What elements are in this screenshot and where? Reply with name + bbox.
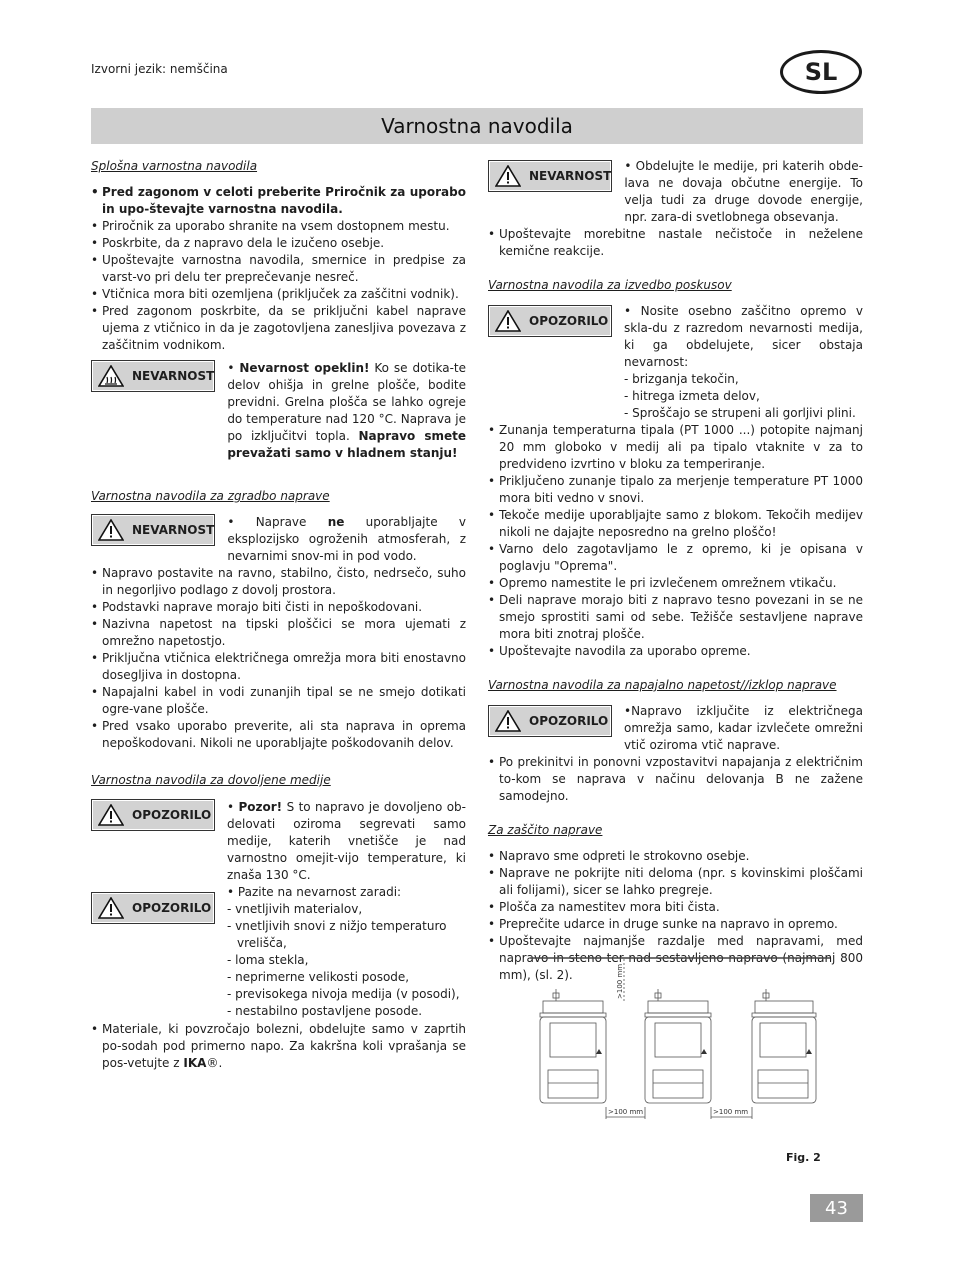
device-drawing [540,989,606,1103]
explosion-warning-post: uporabljajte v eksplozijsko ogroženih atmosferah, z nevarnimi snov-mi in pod vodo. [227,515,466,563]
list-item: • Tekoče medije uporabljajte samo z blokom. Tekočih medijev nikoli ne dajajte neposredno na grelno ploščo! [488,507,863,541]
caution-badge [91,799,215,831]
caution-badge [488,305,612,337]
hazard-item: - previsokega nivoja medija (v posodi), [227,987,460,1001]
list-item: • Pred zagonom v celoti preberite Priročnik za uporabo in upo-števajte varnostna navodila. [91,184,466,218]
danger-label: NEVARNOST [132,368,215,383]
general-safety-list [91,184,466,354]
hazard-list-warning [91,884,466,1020]
left-column [91,158,466,1072]
danger-badge [488,160,612,192]
danger-label: NEVARNOST [132,522,215,537]
contamination-note [488,226,863,260]
list-item: • Plošča za namestitev mora biti čista. [488,899,863,916]
hazard-item: - Sproščajo se strupeni ali gorljivi plini. [624,406,856,420]
explosion-warning [91,514,466,565]
flashpoint-warning-body: S to napravo je dovoljeno ob-delovati oziroma segrevati samo medije, katerih vnetišče je nad varnostno omejit-vijo temperature, ki znaša 130 °C. [227,800,466,882]
ppe-warning-text [612,303,863,422]
hot-surface-warning-icon [98,365,124,387]
dimension-label-right: >100 mm [713,1108,749,1116]
flashpoint-warning [91,799,466,884]
explosion-warning-emphasis: ne [327,515,345,529]
power-safety-list [488,754,863,805]
list-item: • Upoštevajte morebitne nastale nečistoče in neželene kemične reakcije. [488,226,863,260]
list-item: • Vtičnica mora biti ozemljena (priključek za zaščitni vodnik). [91,286,466,303]
warning-triangle-icon [98,519,124,541]
pathogen-note-text: Materiale, ki povzročajo bolezni, obdelujte samo v zaprtih po-sodah pod primerno napo. Za kakršna koli vprašanja se pos-vetujte z [102,1022,466,1070]
energy-warning [488,158,863,226]
list-item: • Napajalni kabel in vodi zunanjih tipal se ne smejo dotikati ogre-vane plošče. [91,684,466,718]
section-heading-device-protection: Za zaščito naprave [488,823,603,837]
hazard-item: vrelišča, [237,936,287,950]
list-item [91,1021,466,1072]
hazard-item: - brizganja tekočin, [624,372,739,386]
list-item: • Napravo sme odpreti le strokovno osebje. [488,848,863,865]
hazard-item: - vnetljivih snovi z nižjo temperaturo [227,919,447,933]
explosion-warning-pre: Naprave [255,515,328,529]
hazard-intro: • Pazite na nevarnost zaradi: [227,885,402,899]
experiment-safety-list [488,422,863,660]
burn-warning-tail: Napravo smete prevažati samo v hladnem stanju! [227,429,467,460]
section-heading-power: Varnostna navodila za napajalno napetost//izklop naprave [488,678,837,692]
list-item: • Priključeno zunanje tipalo za merjenje temperature PT 1000 mora biti vedno v snovi. [488,473,863,507]
list-item: • Priključna vtičnica električnega omrežja mora biti enostavno dosegljiva in dostopna. [91,650,466,684]
danger-badge [91,360,215,392]
section-heading-experiments: Varnostna navodila za izvedbo poskusov [488,278,732,292]
hazard-list [215,884,466,1020]
section-heading-construction: Varnostna navodila za zgradbo naprave [91,489,330,503]
list-item: • Priročnik za uporabo shranite na vsem dostopnem mestu. [91,218,466,235]
list-item: • Zunanja temperaturna tipala (PT 1000 ...) potopite najmanj 20 mm globoko v medij ali pa tipalo vtaknite v za to predvideno izvrtino v bloku za temperiranje. [488,422,863,473]
ppe-intro: • Nosite osebno zaščitno opremo v skla-du z razredom nevarnosti medija, ki ga obdelujete, sicer obstaja nevarnost: [624,304,863,369]
list-item: • Upoštevajte navodila za uporabo opreme. [488,643,863,660]
list-item: • Opremo namestite le pri izvlečenem omrežnem vtikaču. [488,575,863,592]
device-drawing [645,989,711,1103]
warning-triangle-icon [98,804,124,826]
list-item: • Naprave ne pokrijte niti deloma (npr. s kovinskimi ploščami ali folijami), sicer se lahko pregreje. [488,865,863,899]
ppe-warning [488,303,863,422]
right-column [488,158,863,984]
list-item: • Upoštevajte najmanjše razdalje med napravami, med napravo in steno ter nad sestavljeno napravo (najmanj 800 mm), (sl. 2). [488,933,863,984]
caution-badge [91,892,215,924]
list-item: • Deli naprave morajo biti z napravo tesno povezani in se ne smejo sprostiti sami od sebe. Težišče sestavljene naprave mora biti znotraj plošče. [488,592,863,643]
pathogen-note-end: ®. [206,1056,223,1070]
page-title: Varnostna navodila [91,108,863,144]
list-item: • Podstavki naprave morajo biti čisti in nepoškodovani. [91,599,466,616]
flashpoint-warning-lead: Pozor! [238,800,283,814]
explosion-warning-text: • Naprave ne uporabljajte v eksplozijsko ogroženih atmosferah, z nevarnimi snov-mi in pod vodo. [227,515,466,563]
device-drawing [752,989,816,1103]
caution-label: OPOZORILO [132,807,212,822]
brand-name: IKA [183,1056,207,1070]
mains-warning-text: •Napravo izključite iz električnega omrežja samo, kadar izvlečete omrežni vtič oziroma vtič naprave. [624,704,863,752]
hazard-item: - loma stekla, [227,953,309,967]
source-language-note: Izvorni jezik: nemščina [91,62,228,76]
burn-warning-lead: Nevarnost opeklin! [239,361,370,375]
warning-triangle-icon [495,310,521,332]
dimension-label-left: >100 mm [608,1108,644,1116]
danger-label: NEVARNOST [529,168,612,183]
burn-warning-text: • Nevarnost opeklin! Ko se dotika-te delov ohišja in grelne plošče, bodite previdni. Grelna plošča se lahko ogreje do temperature nad 120 °C. Naprava je po izključitvi topla. Napravo smete prevažati samo v hladnem stanju! [227,361,467,460]
section-heading-media: Varnostna navodila za dovoljene medije [91,773,331,787]
warning-triangle-icon [495,165,521,187]
caution-badge [488,705,612,737]
list-item: • Pred vsako uporabo preverite, ali sta naprava in oprema nepoškodovani. Nikoli ne uporabljajte poškodovanih delov. [91,718,466,752]
construction-safety-list [91,565,466,752]
hazard-item: - neprimerne velikosti posode, [227,970,410,984]
flashpoint-warning-text: • Pozor! S to napravo je dovoljeno ob-delovati oziroma segrevati samo medije, katerih vnetišče je nad varnostno omejit-vijo temperature, ki znaša 130 °C. [227,800,466,882]
list-item: • Preprečite udarce in druge sunke na napravo in opremo. [488,916,863,933]
mains-warning [488,703,863,754]
list-item: • Varno delo zagotavljamo le z opremo, ki je opisana v poglavju "Oprema". [488,541,863,575]
page-number: 43 [810,1194,863,1222]
list-item: • Po prekinitvi in ponovni vzpostavitvi napajanja z električnim to-kom se naprava v načinu delovanja B ne zažene samodejno. [488,754,863,805]
section-heading-general: Splošna varnostna navodila [91,159,258,173]
figure-caption: Fig. 2 [786,1151,821,1164]
burn-warning-body: Ko se dotika-te delov ohišja in grelne plošče, bodite previdni. Grelna plošča se lahko ogreje do temperature nad 120 °C. Naprava je po izključitvi topla. [227,361,466,443]
list-item: • Poskrbite, da z napravo dela le izučeno osebje. [91,235,466,252]
dimension-label-top: >100 mm [616,963,624,999]
danger-badge [91,514,215,546]
warning-triangle-icon [495,710,521,732]
list-item: • Nazivna napetost na tipski ploščici se mora ujemati z omrežno napetostjo. [91,616,466,650]
list-item: • Upoštevajte varnostna navodila, smernice in predpise za varst-vo pri delu ter preprečevanje nesreč. [91,252,466,286]
list-item: • Pred zagonom poskrbite, da se priključni kabel naprave ujema z vtičnico in da je zagotovljena zanesljiva povezava z zaščitnim vodnikom. [91,303,466,354]
hazard-item: - nestabilno postavljene posode. [227,1004,423,1018]
warning-triangle-icon [98,897,124,919]
burn-warning [91,360,466,462]
caution-label: OPOZORILO [529,713,609,728]
spacing-figure [528,955,834,1125]
hazard-item: - vnetljivih materialov, [227,902,363,916]
caution-label: OPOZORILO [132,900,212,915]
energy-warning-text: • Obdelujte le medije, pri katerih obde-lava ne dovaja občutne energije. To velja tudi za druge dovode energije, npr. zara-di svetlobnega obsevanja. [624,159,863,224]
hazard-item: - hitrega izmeta delov, [624,389,760,403]
list-item: • Napravo postavite na ravno, stabilno, čisto, nedrsečo, suho in negorljivo podlago z dovolj prostora. [91,565,466,599]
language-badge: SL [780,50,862,94]
pathogen-note [91,1021,466,1072]
caution-label: OPOZORILO [529,313,609,328]
